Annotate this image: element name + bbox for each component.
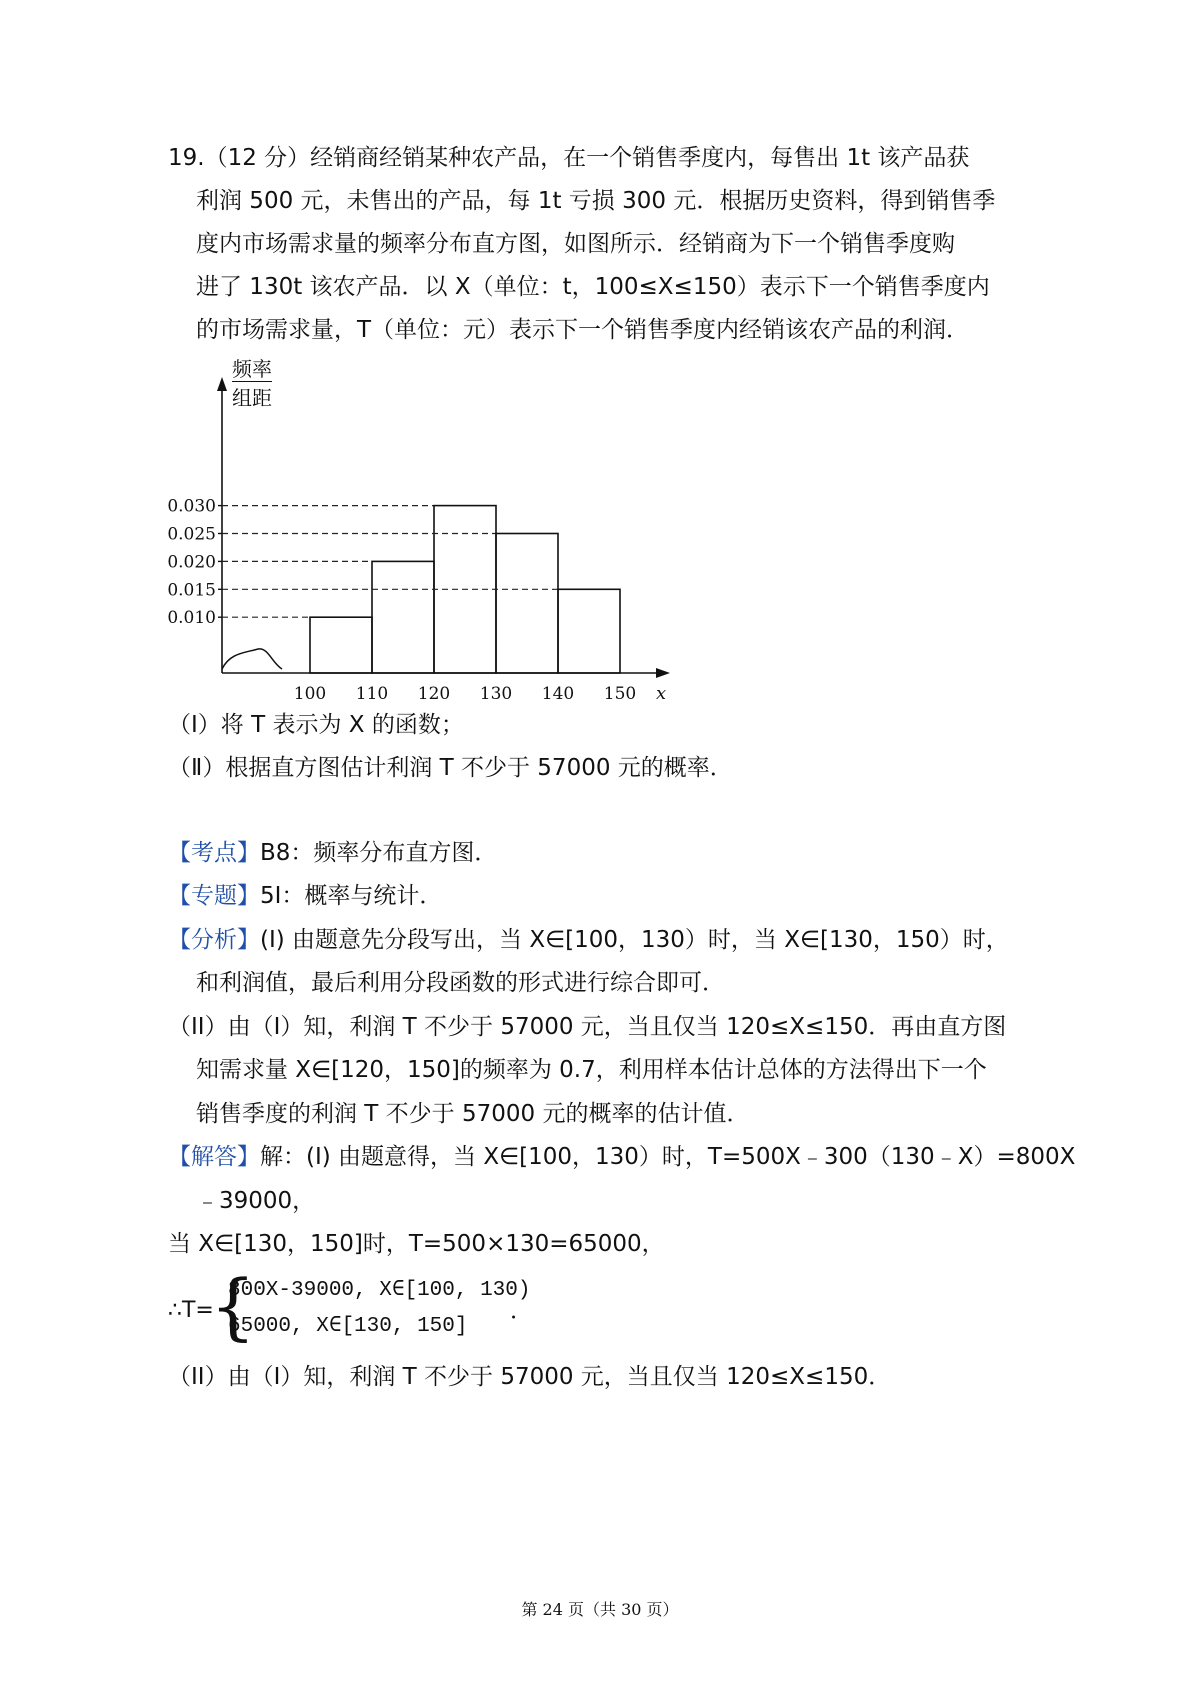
y-tick-label-5: 0.030 <box>167 496 216 517</box>
x-tick-label-5: 140 <box>541 684 575 704</box>
y-tick-label-2: 0.015 <box>167 580 216 601</box>
jieda-line-3: 当 X∈[130，150]时，T=500×130=65000， <box>168 1231 665 1257</box>
zhuanti-text: 5I：概率与统计． <box>260 883 443 909</box>
kaodian-tag: 【考点】 <box>168 840 260 866</box>
fenxi-line-5: 销售季度的利润 T 不少于 57000 元的概率的估计值． <box>196 1101 750 1127</box>
histogram-bar-2 <box>372 561 434 673</box>
fenxi-line-3: （II）由（I）知，利润 T 不少于 57000 元，当且仅当 120≤X≤150．再由直方图 <box>168 1014 1007 1040</box>
piecewise-case-2: 65000, X∈[130, 150] <box>228 1315 468 1338</box>
axis-break-mark <box>222 649 282 669</box>
zhuanti-line <box>168 881 442 911</box>
kaodian-line <box>168 838 497 868</box>
piecewise-function <box>168 1264 588 1352</box>
piecewise-suffix: ． <box>510 1298 533 1324</box>
jieda-line-1 <box>168 1142 1075 1172</box>
y-tick-label-3: 0.020 <box>167 552 216 573</box>
question-1: （Ⅰ）将 T 表示为 X 的函数； <box>168 712 464 738</box>
fenxi-text-1: (I) 由题意先分段写出，当 X∈[100，130）时，当 X∈[130，150）时， <box>260 927 1009 953</box>
fenxi-line-4: 知需求量 X∈[120，150]的频率为 0.7，利用样本估计总体的方法得出下一个 <box>196 1057 987 1083</box>
histogram-bar-4 <box>496 534 558 674</box>
y-tick-label-4: 0.025 <box>167 524 216 545</box>
piecewise-brace: { <box>210 1264 256 1348</box>
x-axis-arrow <box>656 668 670 678</box>
x-tick-label-3: 120 <box>417 684 451 704</box>
piecewise-prefix: ∴T= <box>168 1298 214 1323</box>
y-axis-arrow <box>217 377 227 391</box>
jieda-line-2: ﹣39000， <box>196 1188 316 1214</box>
y-tick-label-1: 0.010 <box>167 608 216 629</box>
zhuanti-tag: 【专题】 <box>168 883 260 909</box>
histogram-figure <box>167 357 740 765</box>
fenxi-tag: 【分析】 <box>168 927 260 953</box>
histogram-chart <box>167 385 740 715</box>
question-2: （Ⅱ）根据直方图估计利润 T 不少于 57000 元的概率． <box>168 755 733 781</box>
x-tick-label-2: 110 <box>355 684 389 704</box>
y-axis-label-bottom: 组距 <box>232 386 272 410</box>
jieda-text-1: 解：(I) 由题意得，当 X∈[100，130）时，T=500X﹣300（130﹣X）=800X <box>260 1144 1076 1170</box>
x-tick-label-4: 130 <box>479 684 513 704</box>
problem-line-4: 进了 130t 该农产品．以 X（单位：t，100≤X≤150）表示下一个销售季度内 <box>196 274 990 300</box>
problem-line-5: 的市场需求量，T（单位：元）表示下一个销售季度内经销该农产品的利润． <box>196 317 970 343</box>
piecewise-case-1: 800X-39000, X∈[100, 130) <box>228 1279 531 1302</box>
x-tick-label-1: 100 <box>293 684 327 704</box>
x-tick-label-6: 150 <box>603 684 637 704</box>
fenxi-line-1 <box>168 925 1009 955</box>
final-line: （II）由（I）知，利润 T 不少于 57000 元，当且仅当 120≤X≤150． <box>168 1364 892 1390</box>
fenxi-line-2: 和利润值，最后利用分段函数的形式进行综合即可． <box>196 970 725 996</box>
problem-line-3: 度内市场需求量的频率分布直方图，如图所示．经销商为下一个销售季度购 <box>196 231 955 257</box>
histogram-bar-5 <box>558 589 620 673</box>
jieda-tag: 【解答】 <box>168 1144 260 1170</box>
problem-line-2: 利润 500 元，未售出的产品，每 1t 亏损 300 元．根据历史资料，得到销售季 <box>196 188 996 214</box>
kaodian-text: B8：频率分布直方图． <box>260 840 498 866</box>
y-axis-label-top: 频率 <box>232 357 272 381</box>
histogram-bar-1 <box>310 617 372 673</box>
problem-line-1: 19.（12 分）经销商经销某种农产品，在一个销售季度内，每售出 1t 该产品获 <box>168 145 970 171</box>
x-axis-label: x <box>656 683 667 704</box>
page-footer: 第 24 页（共 30 页） <box>521 1600 679 1619</box>
